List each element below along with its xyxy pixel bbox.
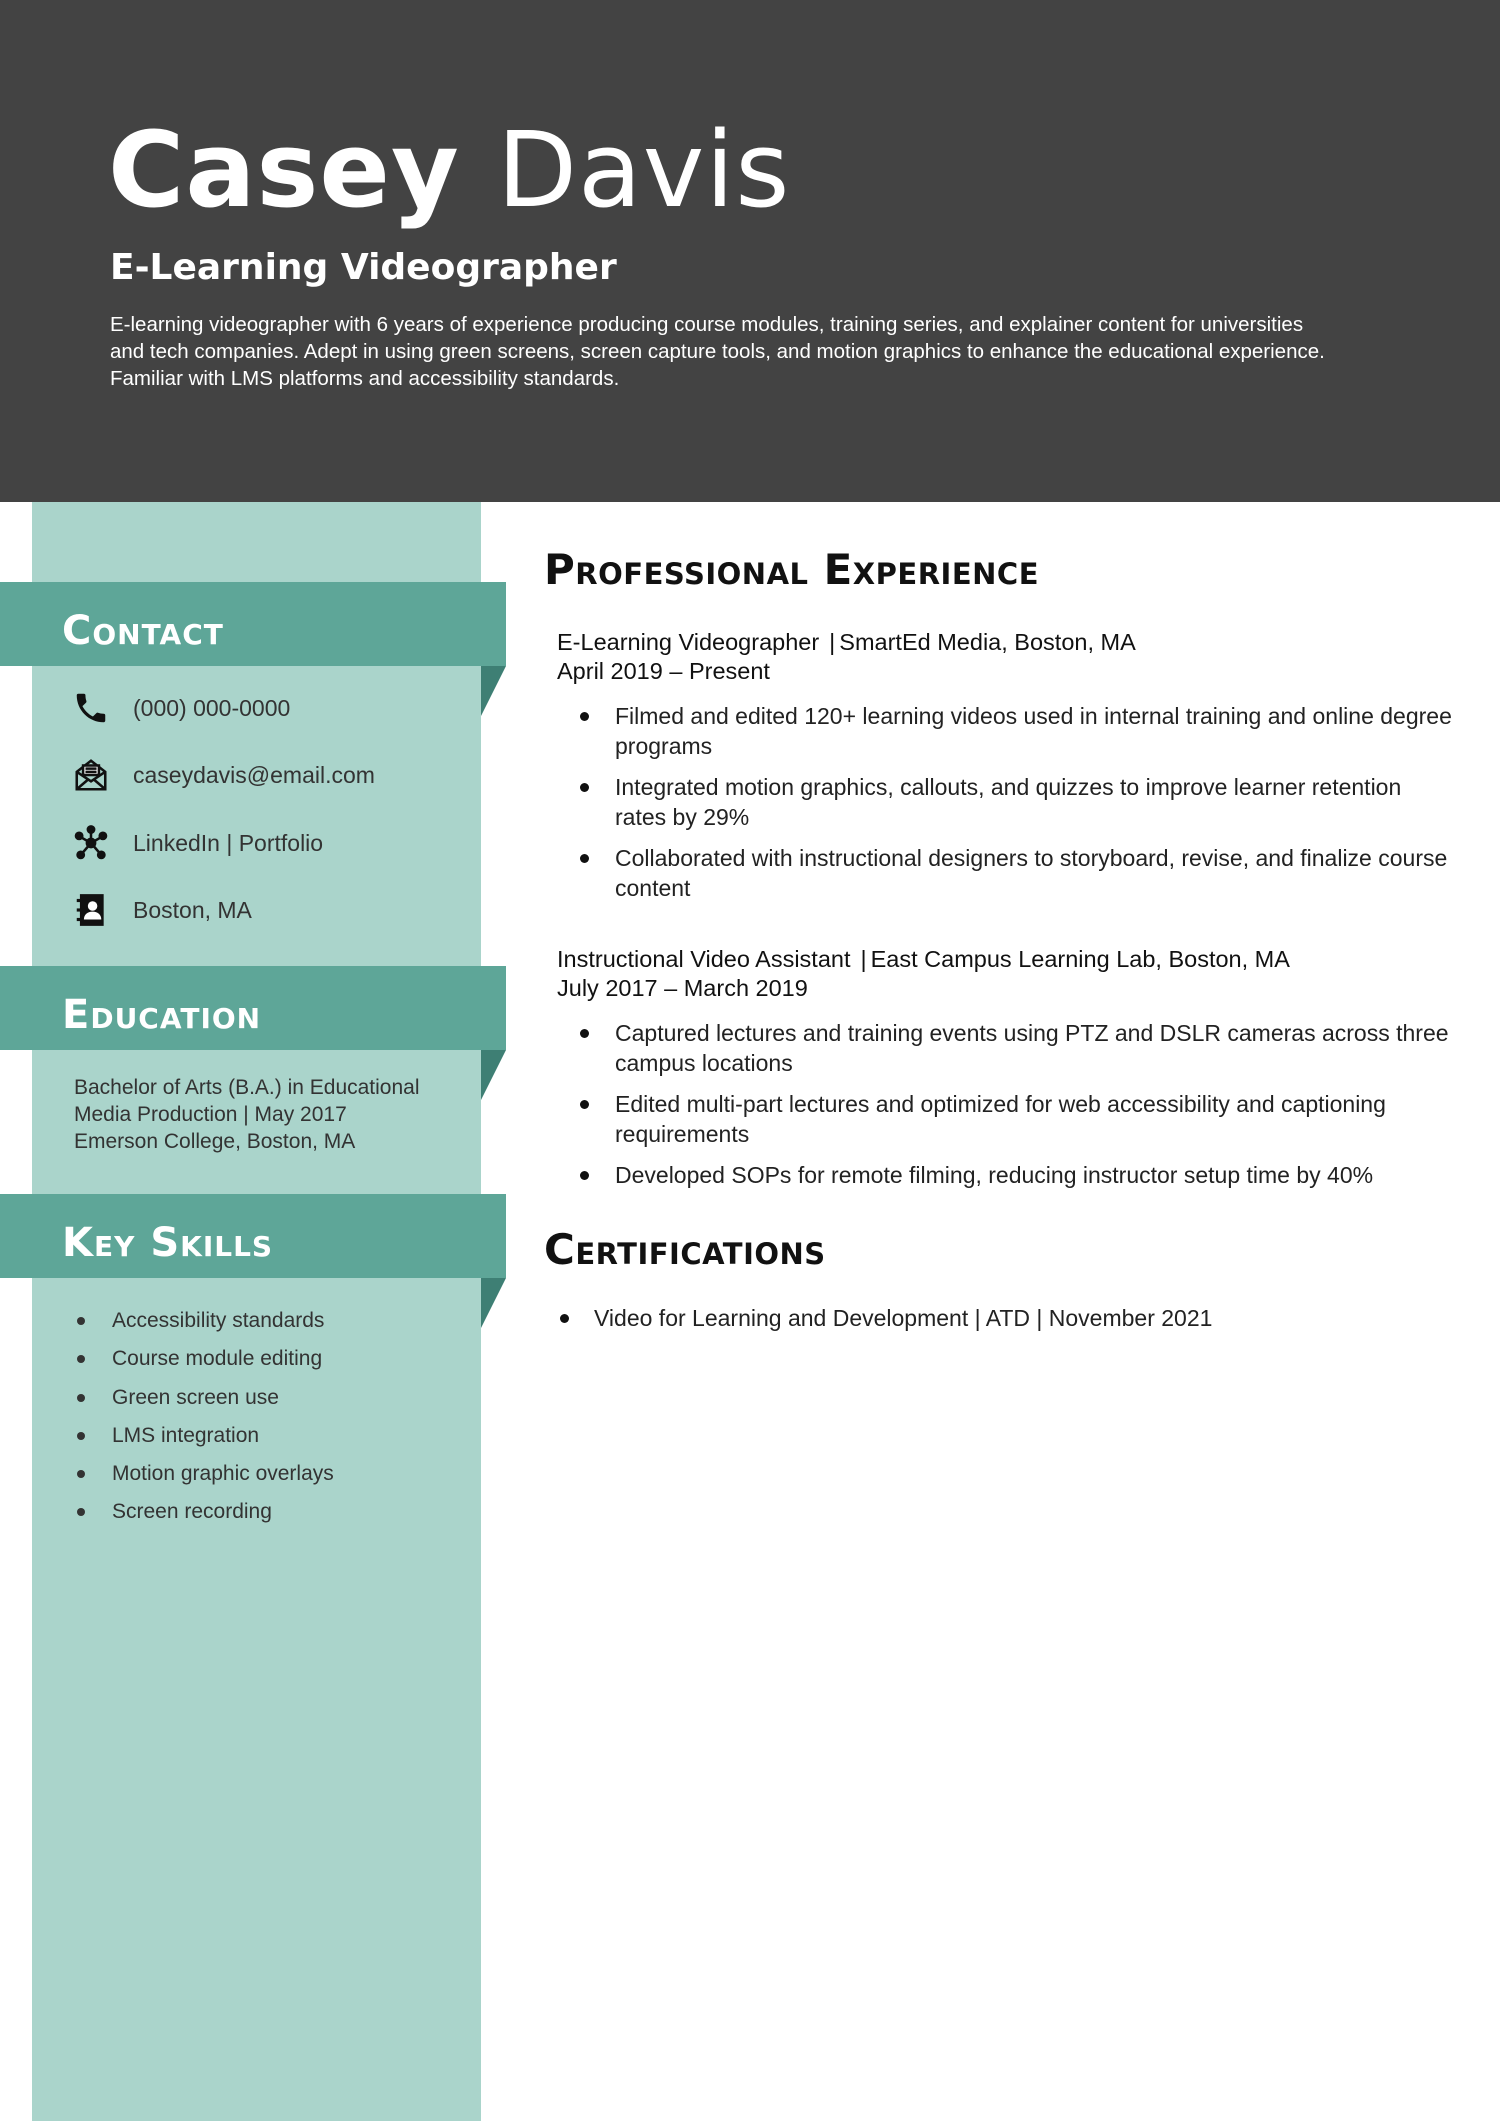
job-2-header: [557, 945, 1290, 1003]
location: Boston, MA: [133, 896, 252, 923]
job-bullet: Captured lectures and training events using PTZ and DSLR cameras across three campus locations: [557, 1018, 1457, 1078]
job-2-dates: July 2017 – March 2019: [557, 975, 808, 1001]
contact-email: [72, 755, 375, 795]
experience-heading: Professional Experience: [544, 545, 1040, 594]
certifications-list: [557, 1303, 1457, 1344]
email-address: caseydavis@email.com: [133, 761, 375, 788]
skill-item: Course module editing: [74, 1340, 334, 1378]
education-details: [74, 1074, 474, 1155]
certification-item: Video for Learning and Development | ATD | November 2021: [557, 1303, 1457, 1333]
candidate-title: E-Learning Videographer: [110, 247, 617, 288]
skill-item: Screen recording: [74, 1493, 334, 1531]
job-bullet: Collaborated with instructional designers to storyboard, revise, and finalize course content: [557, 843, 1457, 903]
skill-item: LMS integration: [74, 1417, 334, 1455]
envelope-icon: [72, 756, 110, 794]
job-1-header: [557, 628, 1136, 686]
skills-section-band: [0, 1194, 506, 1278]
last-name: Davis: [496, 109, 791, 231]
skills-band-fold: [481, 1278, 506, 1328]
education-band-fold: [481, 1050, 506, 1100]
job-separator: |: [860, 946, 867, 972]
education-degree-line: Bachelor of Arts (B.A.) in Educational: [74, 1076, 420, 1099]
education-section-band: [0, 966, 506, 1050]
profile-summary: E-learning videographer with 6 years of experience producing course modules, training series, and explainer content for universities and tech companies. Adept in using green screens, screen capture tools, and motion graphics to enhance the educational experience. Familiar with LMS platforms and accessibility standards.: [110, 313, 1325, 390]
job-bullet: Developed SOPs for remote filming, reducing instructor setup time by 40%: [557, 1160, 1457, 1190]
education-school: Emerson College, Boston, MA: [74, 1130, 356, 1153]
skill-item: Motion graphic overlays: [74, 1455, 334, 1493]
contact-heading: Contact: [62, 608, 224, 654]
phone-number: (000) 000-0000: [133, 694, 291, 721]
contact-phone: [72, 688, 290, 728]
first-name: Casey: [108, 109, 460, 231]
job-2-company: East Campus Learning Lab, Boston, MA: [870, 946, 1290, 972]
job-separator: |: [829, 629, 836, 655]
address-book-icon: [72, 891, 110, 929]
contact-location: [72, 890, 252, 930]
phone-icon: [72, 689, 110, 727]
contact-band-fold: [481, 666, 506, 716]
skills-list: [74, 1302, 334, 1532]
contact-links: [72, 823, 323, 863]
job-bullet: Filmed and edited 120+ learning videos used in internal training and online degree programs: [557, 701, 1457, 761]
job-2-bullets: [557, 1018, 1457, 1201]
contact-section-band: [0, 582, 506, 666]
job-1-dates: April 2019 – Present: [557, 658, 770, 684]
certifications-heading: Certifications: [544, 1225, 826, 1274]
skill-item: Accessibility standards: [74, 1302, 334, 1340]
job-1-role: E-Learning Videographer: [557, 629, 820, 655]
job-bullet: Integrated motion graphics, callouts, and quizzes to improve learner retention rates by 29%: [557, 772, 1457, 832]
education-degree-date: Media Production | May 2017: [74, 1103, 347, 1126]
network-icon: [72, 824, 110, 862]
skills-heading: Key Skills: [62, 1220, 274, 1266]
candidate-name: [108, 110, 790, 230]
resume-header: [0, 0, 1500, 502]
skill-item: Green screen use: [74, 1379, 334, 1417]
job-1-company: SmartEd Media, Boston, MA: [839, 629, 1136, 655]
education-heading: Education: [62, 992, 262, 1038]
linkedin-portfolio-link[interactable]: LinkedIn | Portfolio: [133, 829, 324, 856]
job-1-bullets: [557, 701, 1457, 914]
job-2-role: Instructional Video Assistant: [557, 946, 851, 972]
job-bullet: Edited multi-part lectures and optimized for web accessibility and captioning requirements: [557, 1089, 1457, 1149]
